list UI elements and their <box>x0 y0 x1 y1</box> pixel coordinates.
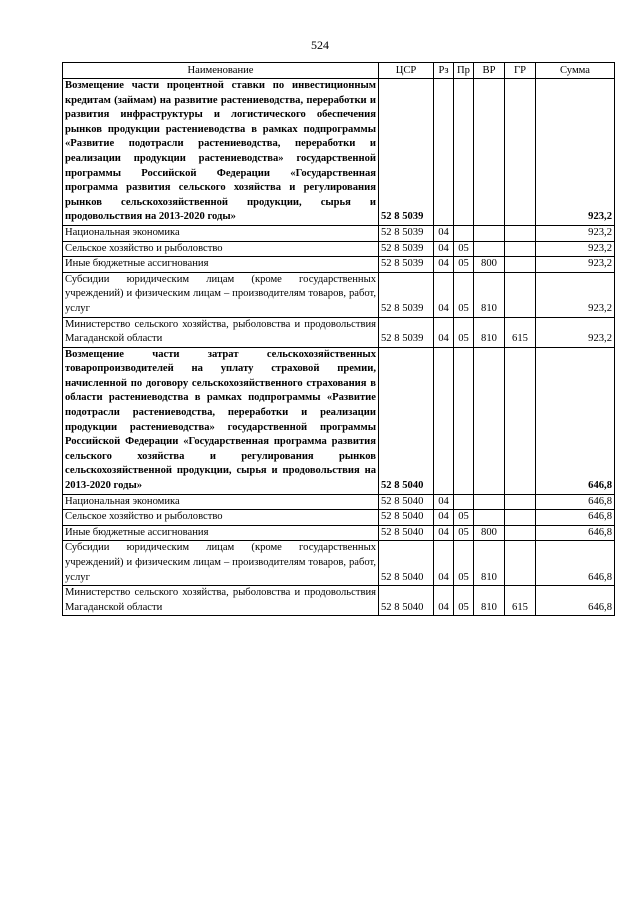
row-rz <box>434 79 454 226</box>
row-vr <box>474 510 505 526</box>
row-gr <box>505 494 536 510</box>
header-sum: Сумма <box>536 63 615 79</box>
row-rz: 04 <box>434 510 454 526</box>
header-rz: Рз <box>434 63 454 79</box>
header-pr: Пр <box>454 63 474 79</box>
row-rz: 04 <box>434 525 454 541</box>
row-vr: 810 <box>474 541 505 586</box>
row-csr: 52 8 5040 <box>379 586 434 616</box>
table-row <box>63 347 615 494</box>
row-sum: 646,8 <box>536 541 615 586</box>
row-csr: 52 8 5039 <box>379 225 434 241</box>
row-pr <box>454 347 474 494</box>
row-sum: 923,2 <box>536 272 615 317</box>
header-gr: ГР <box>505 63 536 79</box>
row-name: Возмещение части процентной ставки по инвестиционным кредитам (займам) на развитие растениеводства, переработки и развития инфраструктуры и логистического обеспечения рынков продукции растениеводства в рамках подпрограммы «Развитие подотрасли растениеводства, переработки и реализации продукции растениеводства» государственной программы Российской Федерации «Государственная программа развития сельского хозяйства и регулирования рынков сельскохозяйственной продукции, сырья и продовольствия на 2013-2020 годы» <box>63 79 379 226</box>
row-pr: 05 <box>454 241 474 257</box>
row-gr <box>505 257 536 273</box>
page-number: 524 <box>311 38 329 52</box>
row-sum: 923,2 <box>536 225 615 241</box>
row-gr <box>505 510 536 526</box>
row-gr <box>505 347 536 494</box>
row-rz: 04 <box>434 241 454 257</box>
row-sum: 646,8 <box>536 510 615 526</box>
row-gr <box>505 541 536 586</box>
table-row <box>63 241 615 257</box>
row-vr <box>474 241 505 257</box>
row-gr <box>505 525 536 541</box>
table-body <box>63 79 615 616</box>
table-row <box>63 510 615 526</box>
row-rz: 04 <box>434 541 454 586</box>
row-csr: 52 8 5040 <box>379 494 434 510</box>
row-vr: 810 <box>474 586 505 616</box>
row-csr: 52 8 5040 <box>379 510 434 526</box>
row-sum: 923,2 <box>536 317 615 347</box>
row-rz: 04 <box>434 257 454 273</box>
row-pr <box>454 225 474 241</box>
table-row <box>63 494 615 510</box>
row-name: Сельское хозяйство и рыболовство <box>63 510 379 526</box>
row-name: Иные бюджетные ассигнования <box>63 257 379 273</box>
row-csr: 52 8 5039 <box>379 257 434 273</box>
row-vr: 800 <box>474 257 505 273</box>
row-rz: 04 <box>434 272 454 317</box>
row-name: Субсидии юридическим лицам (кроме государственных учреждений) и физическим лицам – производителям товаров, работ, услуг <box>63 272 379 317</box>
row-gr: 615 <box>505 586 536 616</box>
table-row <box>63 272 615 317</box>
row-csr: 52 8 5039 <box>379 241 434 257</box>
row-gr <box>505 272 536 317</box>
row-vr <box>474 225 505 241</box>
row-name: Возмещение части затрат сельскохозяйственных товаропроизводителей на уплату страховой премии, начисленной по договору сельскохозяйственного страхования в области растениеводства в рамках подпрограммы «Развитие подотрасли растениеводства, переработки и реализации продукции растениеводства» государственной программы Российской Федерации «Государственная программа развития сельского хозяйства и регулирования рынков сельскохозяйственной продукции, сырья и продовольствия на 2013-2020 годы» <box>63 347 379 494</box>
row-sum: 646,8 <box>536 347 615 494</box>
row-gr <box>505 225 536 241</box>
row-pr: 05 <box>454 317 474 347</box>
table-row <box>63 225 615 241</box>
row-sum: 923,2 <box>536 241 615 257</box>
row-csr: 52 8 5040 <box>379 525 434 541</box>
header-csr: ЦСР <box>379 63 434 79</box>
row-vr: 810 <box>474 317 505 347</box>
row-vr <box>474 347 505 494</box>
row-name: Сельское хозяйство и рыболовство <box>63 241 379 257</box>
row-gr <box>505 241 536 257</box>
row-sum: 923,2 <box>536 79 615 226</box>
row-rz: 04 <box>434 494 454 510</box>
row-vr: 810 <box>474 272 505 317</box>
row-vr <box>474 79 505 226</box>
row-pr: 05 <box>454 586 474 616</box>
row-pr: 05 <box>454 257 474 273</box>
table-row <box>63 257 615 273</box>
table-row <box>63 79 615 226</box>
row-sum: 646,8 <box>536 525 615 541</box>
row-name: Иные бюджетные ассигнования <box>63 525 379 541</box>
row-sum: 646,8 <box>536 494 615 510</box>
header-vr: ВР <box>474 63 505 79</box>
row-sum: 646,8 <box>536 586 615 616</box>
row-vr <box>474 494 505 510</box>
row-name: Национальная экономика <box>63 494 379 510</box>
row-pr: 05 <box>454 510 474 526</box>
row-pr <box>454 79 474 226</box>
row-gr: 615 <box>505 317 536 347</box>
row-pr: 05 <box>454 541 474 586</box>
row-name: Субсидии юридическим лицам (кроме государственных учреждений) и физическим лицам – производителям товаров, работ, услуг <box>63 541 379 586</box>
row-csr: 52 8 5040 <box>379 541 434 586</box>
header-name: Наименование <box>63 63 379 79</box>
row-name: Национальная экономика <box>63 225 379 241</box>
budget-table <box>62 62 615 616</box>
row-name: Министерство сельского хозяйства, рыболовства и продовольствия Магаданской области <box>63 317 379 347</box>
row-name: Министерство сельского хозяйства, рыболовства и продовольствия Магаданской области <box>63 586 379 616</box>
row-csr: 52 8 5040 <box>379 347 434 494</box>
table-row <box>63 525 615 541</box>
header-row <box>63 63 615 79</box>
row-vr: 800 <box>474 525 505 541</box>
row-csr: 52 8 5039 <box>379 317 434 347</box>
row-pr: 05 <box>454 272 474 317</box>
row-pr: 05 <box>454 525 474 541</box>
row-csr: 52 8 5039 <box>379 79 434 226</box>
row-sum: 923,2 <box>536 257 615 273</box>
row-csr: 52 8 5039 <box>379 272 434 317</box>
table-row <box>63 586 615 616</box>
row-rz: 04 <box>434 317 454 347</box>
row-rz <box>434 347 454 494</box>
table-row <box>63 317 615 347</box>
table-row <box>63 541 615 586</box>
row-rz: 04 <box>434 225 454 241</box>
row-gr <box>505 79 536 226</box>
row-pr <box>454 494 474 510</box>
row-rz: 04 <box>434 586 454 616</box>
